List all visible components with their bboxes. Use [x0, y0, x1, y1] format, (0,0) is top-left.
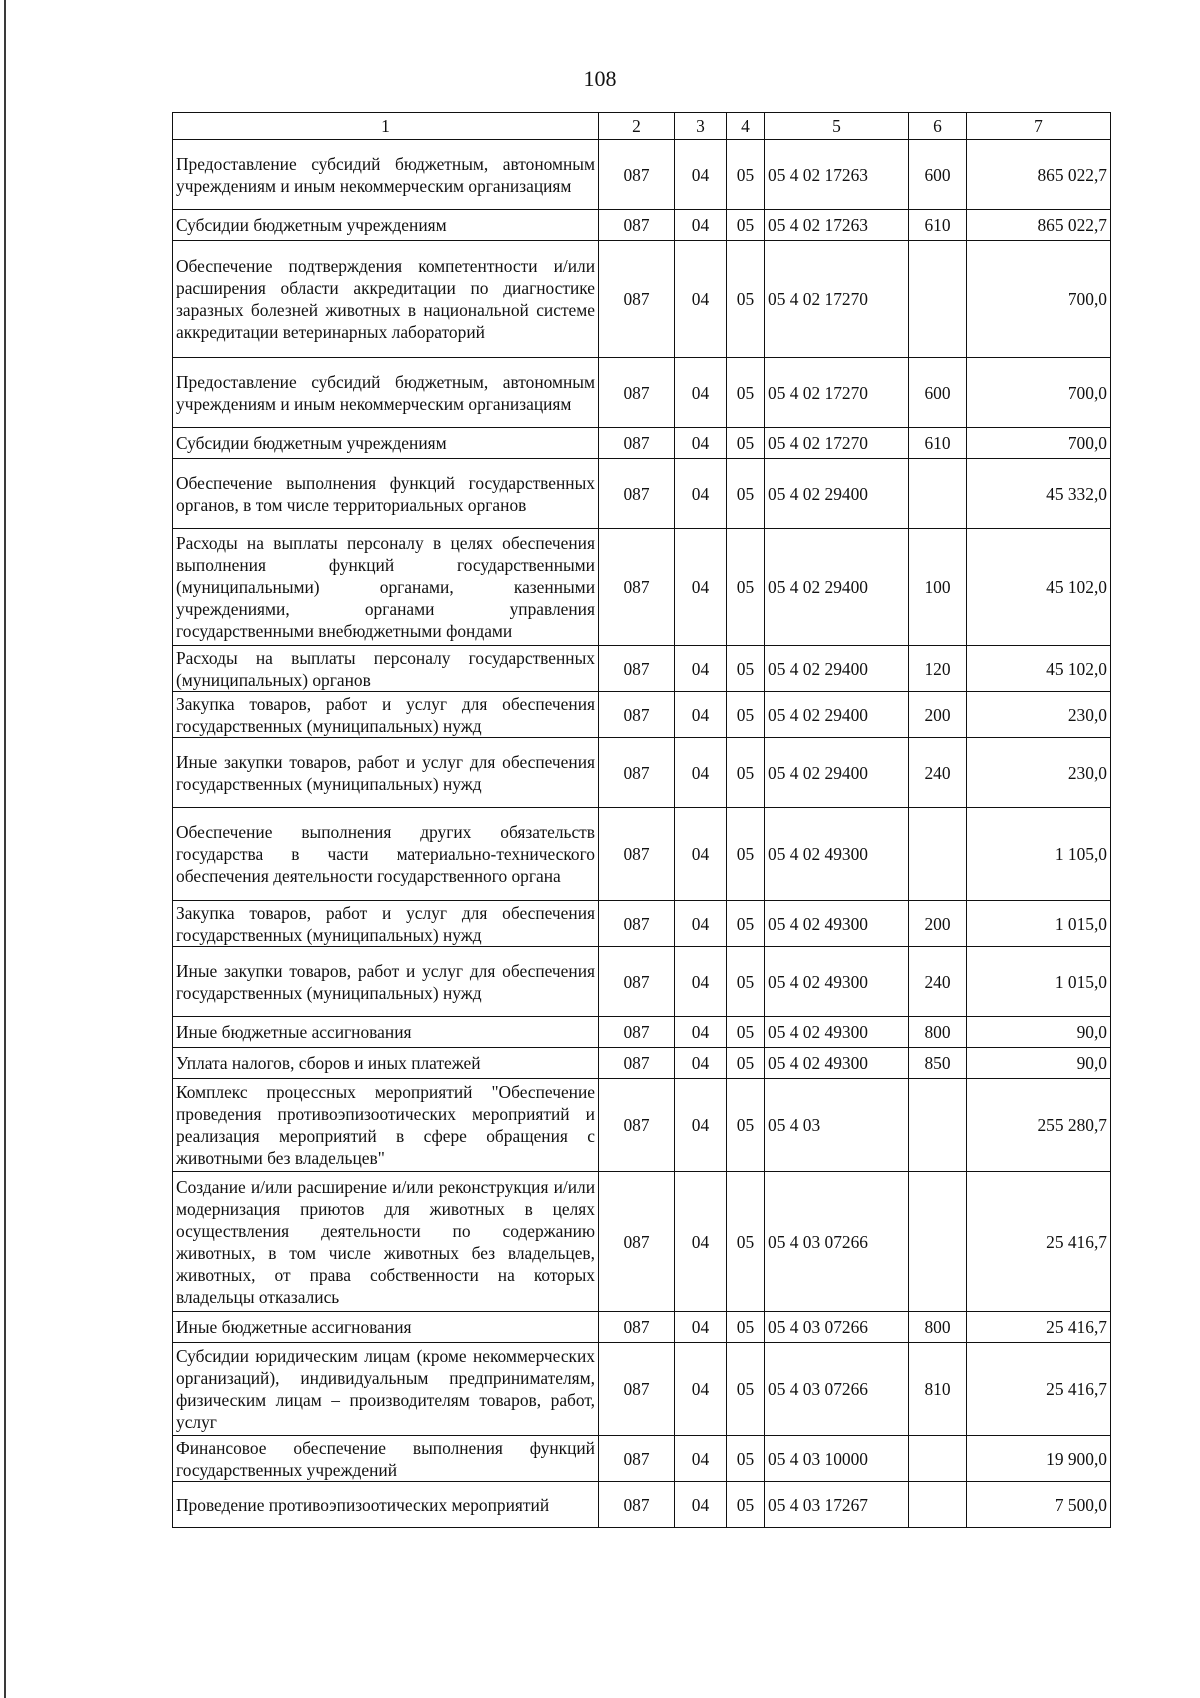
row-description: Иные бюджетные ассигнования: [173, 1017, 599, 1048]
row-amount: 865 022,7: [967, 210, 1111, 241]
row-code-6: [909, 1079, 967, 1172]
row-code-2: 087: [599, 947, 675, 1017]
row-code-6: [909, 241, 967, 358]
row-code-3: 04: [675, 947, 727, 1017]
row-description: Иные закупки товаров, работ и услуг для обеспечения государственных (муниципальных) нужд: [173, 947, 599, 1017]
row-code-6: [909, 459, 967, 529]
row-description: Субсидии бюджетным учреждениям: [173, 210, 599, 241]
row-amount: 45 332,0: [967, 459, 1111, 529]
row-code-2: 087: [599, 646, 675, 692]
row-code-6: 810: [909, 1343, 967, 1436]
table-row: [173, 1312, 1111, 1343]
row-code-4: 05: [727, 738, 765, 808]
row-code-6: 600: [909, 140, 967, 210]
row-code-5: 05 4 03: [765, 1079, 909, 1172]
row-code-5: 05 4 02 17270: [765, 428, 909, 459]
row-description: Расходы на выплаты персоналу в целях обеспечения выполнения функций государственными (муниципальными) органами, казенными учреждениями, органами управления государственными внебюджетными фондами: [173, 529, 599, 646]
row-code-2: 087: [599, 692, 675, 738]
header-cell: 1: [173, 113, 599, 140]
table-row: [173, 1343, 1111, 1436]
row-amount: 255 280,7: [967, 1079, 1111, 1172]
row-code-6: 200: [909, 692, 967, 738]
row-code-3: 04: [675, 210, 727, 241]
row-description: Предоставление субсидий бюджетным, автономным учреждениям и иным некоммерческим организациям: [173, 140, 599, 210]
row-code-6: 200: [909, 901, 967, 947]
row-amount: 1 015,0: [967, 947, 1111, 1017]
row-code-3: 04: [675, 738, 727, 808]
row-amount: 25 416,7: [967, 1172, 1111, 1312]
row-code-6: 800: [909, 1017, 967, 1048]
row-code-5: 05 4 02 17263: [765, 140, 909, 210]
row-description: Закупка товаров, работ и услуг для обеспечения государственных (муниципальных) нужд: [173, 692, 599, 738]
header-cell: 2: [599, 113, 675, 140]
header-cell: 5: [765, 113, 909, 140]
row-code-6: 800: [909, 1312, 967, 1343]
table-row: [173, 692, 1111, 738]
row-code-2: 087: [599, 358, 675, 428]
table-row: [173, 947, 1111, 1017]
row-code-3: 04: [675, 358, 727, 428]
row-code-5: 05 4 03 07266: [765, 1343, 909, 1436]
table-row: [173, 1048, 1111, 1079]
row-code-6: 600: [909, 358, 967, 428]
row-description: Субсидии бюджетным учреждениям: [173, 428, 599, 459]
row-code-2: 087: [599, 1172, 675, 1312]
row-code-3: 04: [675, 140, 727, 210]
row-code-5: 05 4 02 29400: [765, 529, 909, 646]
row-code-5: 05 4 02 17270: [765, 358, 909, 428]
row-amount: 90,0: [967, 1048, 1111, 1079]
row-code-2: 087: [599, 1017, 675, 1048]
row-code-2: 087: [599, 210, 675, 241]
row-description: Комплекс процессных мероприятий "Обеспечение проведения противоэпизоотических мероприятий и реализация мероприятий в сфере обращения с животными без владельцев": [173, 1079, 599, 1172]
table-row: [173, 241, 1111, 358]
row-code-3: 04: [675, 529, 727, 646]
row-code-5: 05 4 02 29400: [765, 692, 909, 738]
row-code-3: 04: [675, 1482, 727, 1528]
row-code-6: [909, 808, 967, 901]
row-code-3: 04: [675, 1172, 727, 1312]
scan-edge-line: [4, 0, 6, 1698]
row-code-3: 04: [675, 1079, 727, 1172]
row-code-5: 05 4 03 17267: [765, 1482, 909, 1528]
table-row: [173, 1172, 1111, 1312]
row-code-4: 05: [727, 692, 765, 738]
row-description: Предоставление субсидий бюджетным, автономным учреждениям и иным некоммерческим организациям: [173, 358, 599, 428]
table-row: [173, 901, 1111, 947]
row-code-4: 05: [727, 901, 765, 947]
table-row: [173, 738, 1111, 808]
row-code-2: 087: [599, 901, 675, 947]
row-code-5: 05 4 03 07266: [765, 1312, 909, 1343]
row-description: Расходы на выплаты персоналу государственных (муниципальных) органов: [173, 646, 599, 692]
row-amount: 90,0: [967, 1017, 1111, 1048]
row-amount: 25 416,7: [967, 1312, 1111, 1343]
row-code-4: 05: [727, 140, 765, 210]
row-amount: 700,0: [967, 428, 1111, 459]
row-description: Закупка товаров, работ и услуг для обеспечения государственных (муниципальных) нужд: [173, 901, 599, 947]
row-code-4: 05: [727, 1312, 765, 1343]
row-code-2: 087: [599, 1343, 675, 1436]
table-row: [173, 358, 1111, 428]
row-code-3: 04: [675, 459, 727, 529]
row-code-4: 05: [727, 947, 765, 1017]
row-code-4: 05: [727, 459, 765, 529]
row-amount: 25 416,7: [967, 1343, 1111, 1436]
row-amount: 19 900,0: [967, 1436, 1111, 1482]
row-code-4: 05: [727, 1436, 765, 1482]
row-code-5: 05 4 02 49300: [765, 1048, 909, 1079]
row-code-6: [909, 1172, 967, 1312]
row-code-3: 04: [675, 901, 727, 947]
header-cell: 6: [909, 113, 967, 140]
row-code-5: 05 4 02 17270: [765, 241, 909, 358]
row-code-4: 05: [727, 241, 765, 358]
row-code-4: 05: [727, 210, 765, 241]
row-amount: 230,0: [967, 692, 1111, 738]
row-amount: 7 500,0: [967, 1482, 1111, 1528]
row-code-4: 05: [727, 1172, 765, 1312]
row-code-5: 05 4 02 49300: [765, 808, 909, 901]
row-amount: 45 102,0: [967, 529, 1111, 646]
row-description: Финансовое обеспечение выполнения функций государственных учреждений: [173, 1436, 599, 1482]
row-code-4: 05: [727, 529, 765, 646]
row-amount: 230,0: [967, 738, 1111, 808]
row-code-3: 04: [675, 241, 727, 358]
row-amount: 865 022,7: [967, 140, 1111, 210]
row-code-5: 05 4 02 49300: [765, 901, 909, 947]
row-description: Субсидии юридическим лицам (кроме некоммерческих организаций), индивидуальным предпринимателям, физическим лицам – производителям товаров, работ, услуг: [173, 1343, 599, 1436]
row-amount: 700,0: [967, 358, 1111, 428]
row-code-6: 240: [909, 947, 967, 1017]
row-code-3: 04: [675, 1343, 727, 1436]
row-code-5: 05 4 02 29400: [765, 646, 909, 692]
table-row: [173, 1079, 1111, 1172]
row-code-2: 087: [599, 1436, 675, 1482]
header-cell: 4: [727, 113, 765, 140]
row-amount: 1 105,0: [967, 808, 1111, 901]
budget-table: [172, 112, 1111, 1528]
row-description: Обеспечение выполнения функций государственных органов, в том числе территориальных органов: [173, 459, 599, 529]
row-code-4: 05: [727, 1079, 765, 1172]
row-code-2: 087: [599, 241, 675, 358]
table-row: [173, 428, 1111, 459]
row-code-4: 05: [727, 1482, 765, 1528]
row-code-2: 087: [599, 1048, 675, 1079]
row-description: Уплата налогов, сборов и иных платежей: [173, 1048, 599, 1079]
row-amount: 45 102,0: [967, 646, 1111, 692]
row-code-2: 087: [599, 1312, 675, 1343]
row-description: Обеспечение выполнения других обязательств государства в части материально-технического обеспечения деятельности государственного органа: [173, 808, 599, 901]
row-code-5: 05 4 02 49300: [765, 947, 909, 1017]
row-code-3: 04: [675, 646, 727, 692]
row-code-6: 610: [909, 428, 967, 459]
header-cell: 3: [675, 113, 727, 140]
row-code-3: 04: [675, 1312, 727, 1343]
page-number: 108: [583, 66, 617, 91]
row-description: Иные бюджетные ассигнования: [173, 1312, 599, 1343]
table-row: [173, 210, 1111, 241]
row-code-5: 05 4 03 07266: [765, 1172, 909, 1312]
row-code-2: 087: [599, 529, 675, 646]
table-row: [173, 1482, 1111, 1528]
table-row: [173, 808, 1111, 901]
row-code-6: 120: [909, 646, 967, 692]
row-code-2: 087: [599, 1079, 675, 1172]
row-code-2: 087: [599, 738, 675, 808]
row-code-3: 04: [675, 1436, 727, 1482]
row-code-3: 04: [675, 692, 727, 738]
table-row: [173, 1017, 1111, 1048]
row-code-3: 04: [675, 428, 727, 459]
row-code-6: 850: [909, 1048, 967, 1079]
row-code-3: 04: [675, 808, 727, 901]
row-code-4: 05: [727, 1017, 765, 1048]
row-code-4: 05: [727, 1343, 765, 1436]
row-description: Иные закупки товаров, работ и услуг для обеспечения государственных (муниципальных) нужд: [173, 738, 599, 808]
row-code-4: 05: [727, 428, 765, 459]
row-code-5: 05 4 02 49300: [765, 1017, 909, 1048]
row-code-2: 087: [599, 428, 675, 459]
row-code-3: 04: [675, 1017, 727, 1048]
row-code-4: 05: [727, 808, 765, 901]
row-code-4: 05: [727, 358, 765, 428]
row-code-5: 05 4 02 29400: [765, 738, 909, 808]
row-code-6: [909, 1436, 967, 1482]
row-code-2: 087: [599, 808, 675, 901]
row-code-2: 087: [599, 140, 675, 210]
row-amount: 700,0: [967, 241, 1111, 358]
row-description: Создание и/или расширение и/или реконструкция и/или модернизация приютов для животных в целях осуществления деятельности по содержанию животных, в том числе животных без владельцев, животных, от права собственности на которых владельцы отказались: [173, 1172, 599, 1312]
row-code-5: 05 4 02 17263: [765, 210, 909, 241]
row-code-4: 05: [727, 1048, 765, 1079]
row-amount: 1 015,0: [967, 901, 1111, 947]
row-description: Проведение противоэпизоотических мероприятий: [173, 1482, 599, 1528]
table-row: [173, 529, 1111, 646]
row-code-6: 100: [909, 529, 967, 646]
table-row: [173, 140, 1111, 210]
row-code-6: [909, 1482, 967, 1528]
row-code-5: 05 4 02 29400: [765, 459, 909, 529]
table-row: [173, 459, 1111, 529]
row-code-6: 240: [909, 738, 967, 808]
row-code-2: 087: [599, 1482, 675, 1528]
row-code-4: 05: [727, 646, 765, 692]
table-header-row: [173, 113, 1111, 140]
row-code-3: 04: [675, 1048, 727, 1079]
header-cell: 7: [967, 113, 1111, 140]
row-code-5: 05 4 03 10000: [765, 1436, 909, 1482]
row-code-6: 610: [909, 210, 967, 241]
row-code-2: 087: [599, 459, 675, 529]
table-row: [173, 1436, 1111, 1482]
row-description: Обеспечение подтверждения компетентности и/или расширения области аккредитации по диагностике заразных болезней животных в национальной системе аккредитации ветеринарных лабораторий: [173, 241, 599, 358]
table-row: [173, 646, 1111, 692]
